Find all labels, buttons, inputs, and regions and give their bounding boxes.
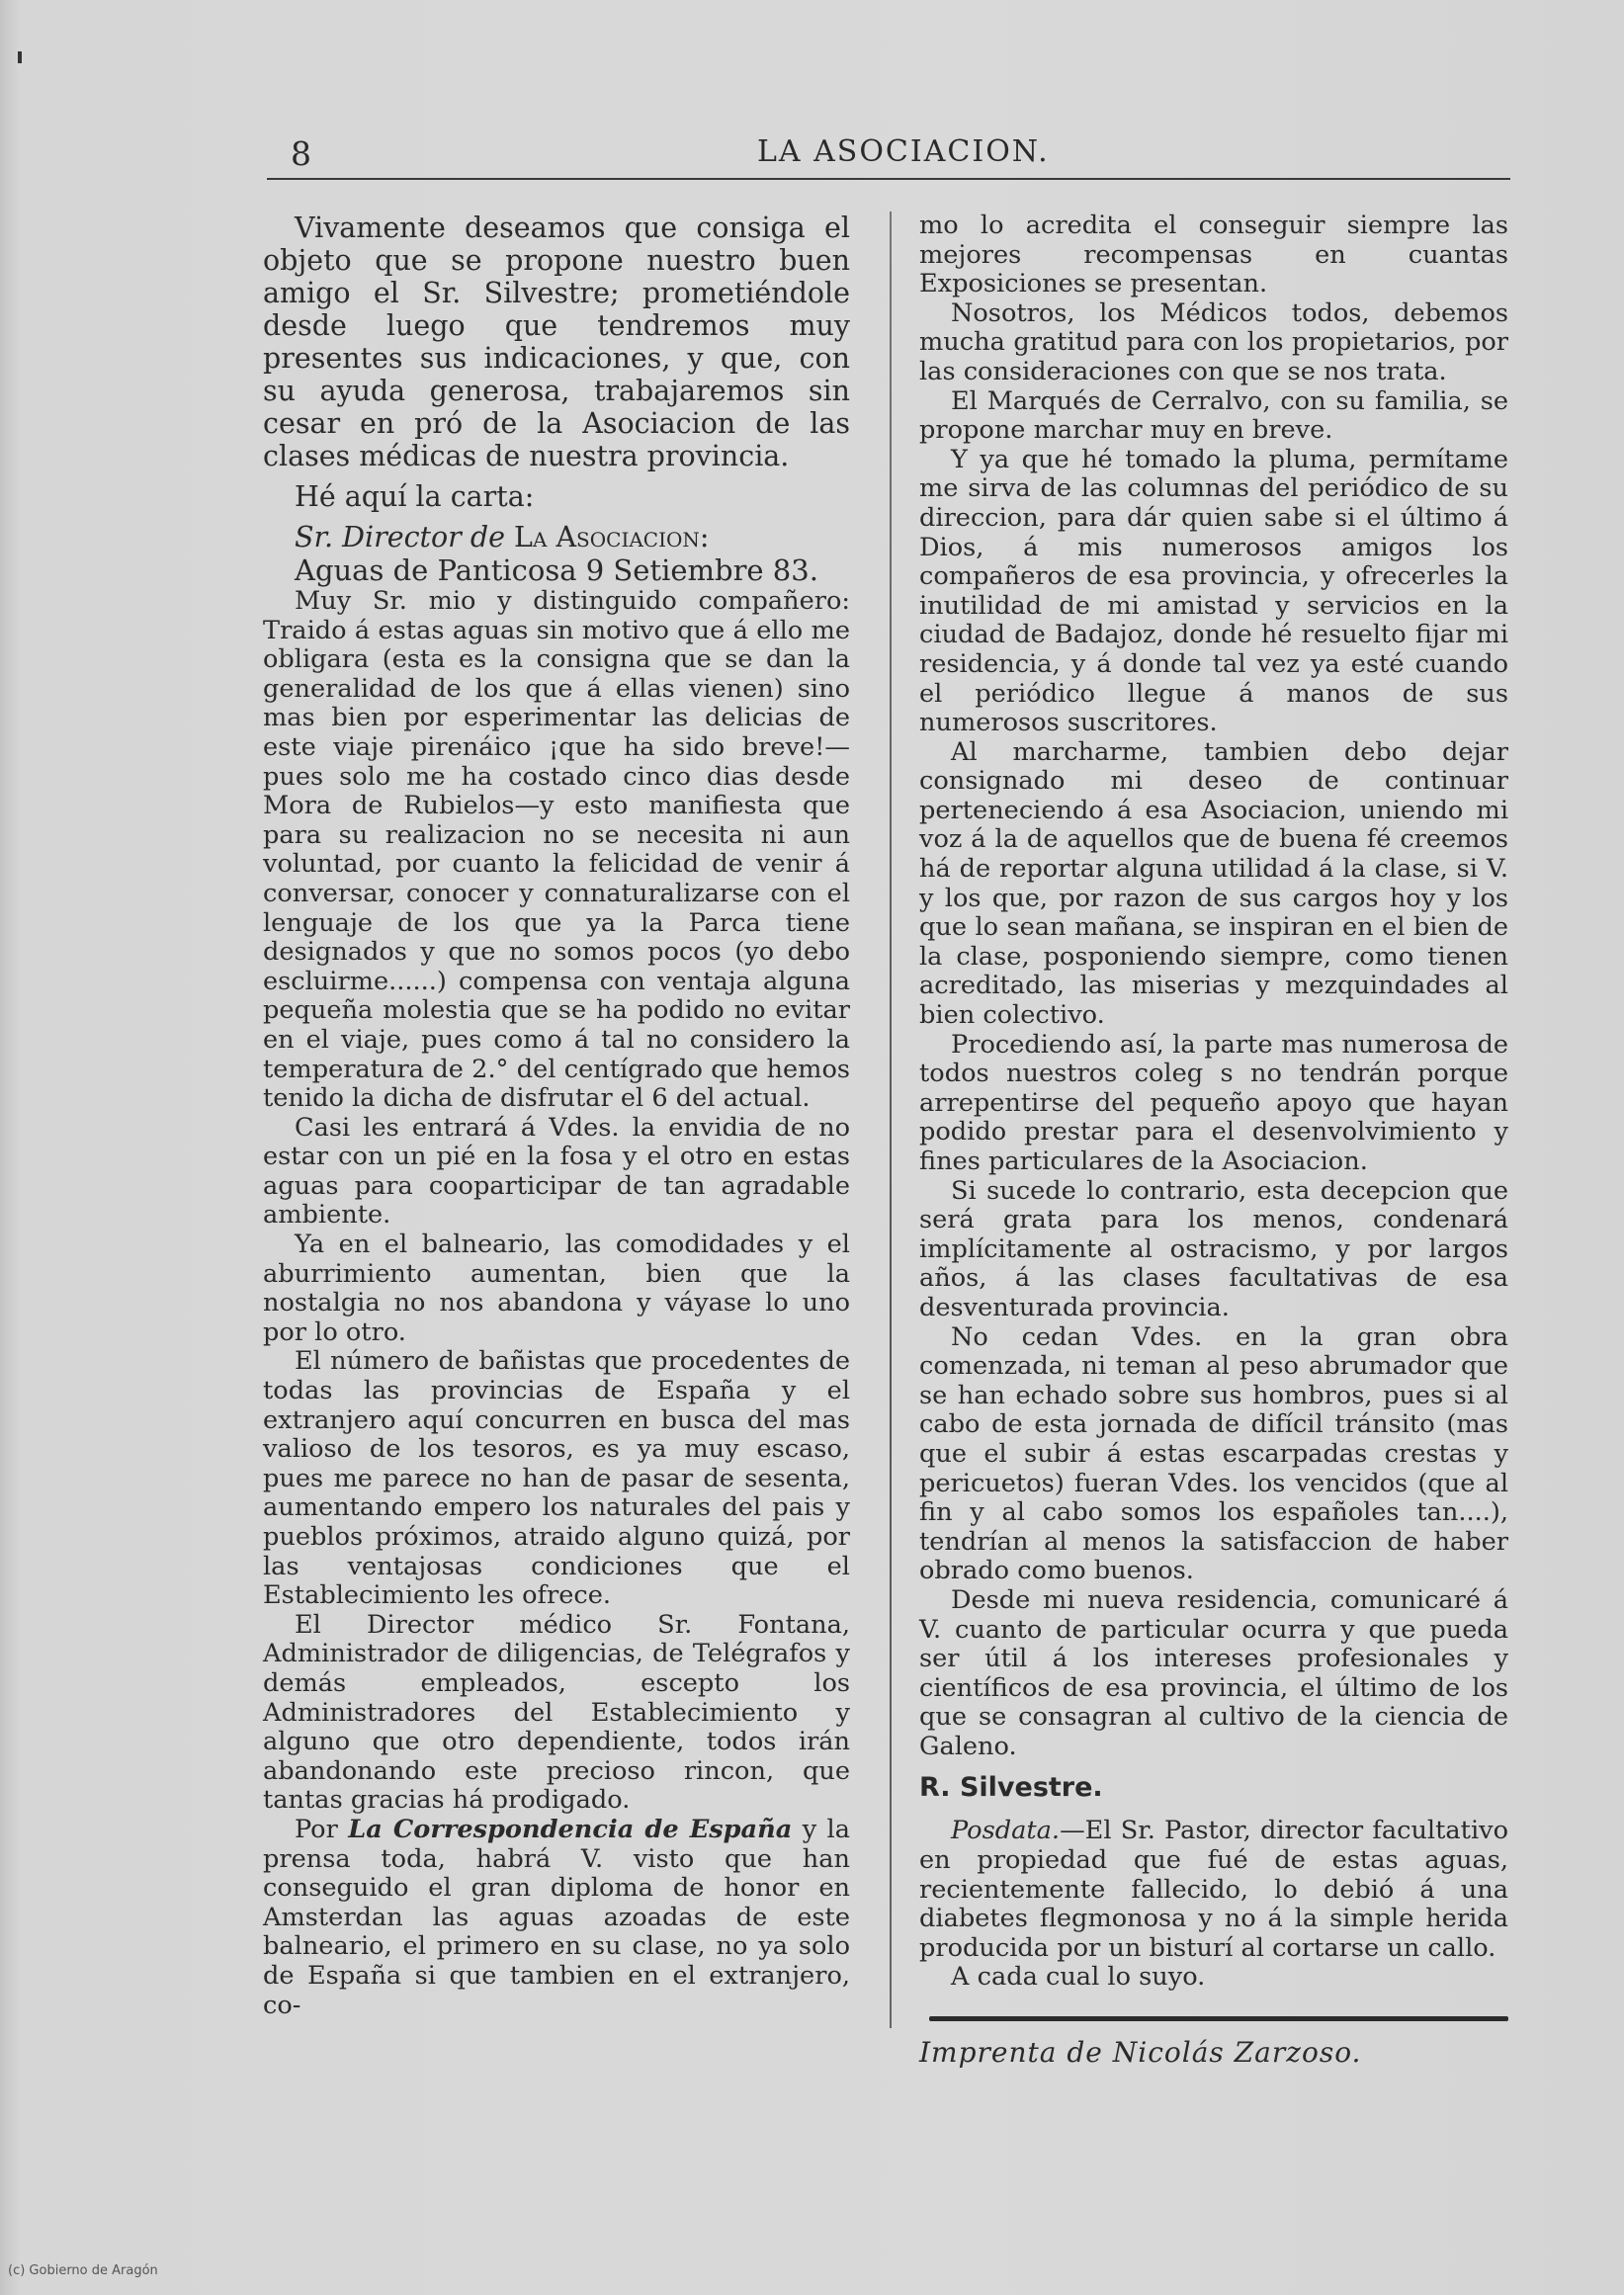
letter-paragraph: Al marcharme, tambien debo dejar consignado mi deseo de continuar perteneciendo á esa Asociacion, uniendo mi voz á la de aquellos que de buena fé creemos há de reportar alguna utilidad á la clase, si V. y los que, por razon de sus cargos hoy y los que lo sean mañana, se inspiran en el bien de la clase, posponiendo siempre, como tienen acreditado, las miserias y mezquindades al bien colectivo. [919,736,1508,1031]
addressee-publication: La Asociacion: [514,521,710,553]
margin-mark [18,51,22,63]
letter-paragraph: Desde mi nueva residencia, comunicaré á V. cuanto de particular ocurra y que pueda ser útil á los intereses profesionales y científicos de esa provincia, el último de los que se consagran al cultivo de la ciencia de Galeno. [919,1584,1508,1761]
paragraph-rest: y la prensa toda, habrá V. visto que han conseguido el gran diploma de honor en Amsterdan las aguas azoadas de este balneario, el primero en su clase, no ya solo de España si que tambien en el extranjero, co- [263,1814,850,2020]
letter-paragraph: Casi les entrará á Vdes. la envidia de no estar con un pié en la fosa y el otro en estas aguas para cooparticipar de tan agradable ambiente. [263,1112,850,1231]
letter-paragraph: Muy Sr. mio y distinguido compañero: Traido á estas aguas sin motivo que á ello me obligara (esta es la consigna que se dan la generalidad de los que á ellas vienen) sino mas bien por esperimentar las delicias de este viaje pirenáico ¡que ha sido breve!—pues solo me ha costado cinco dias desde Mora de Rubielos—y esto manifiesta que para su realizacion no se necesita ni aun voluntad, por cuanto la felicidad de venir á conversar, conocer y connaturalizarse con el lenguaje de los que ya la Parca tiene designados y que no somos pocos (yo debo escluirme......) compensa con ventaja alguna pequeña molestia que se ha podido no evitar en el viaje, pues como á tal no considero la temperatura de 2.° del centígrado que hemos tenido la dicha de disfrutar el 6 del actual. [263,586,850,1114]
letter-paragraph: Nosotros, los Médicos todos, debemos mucha gratitud para con los propietarios, por las consideraciones con que se nos trata. [919,298,1508,386]
postscript-text: —El Sr. Pastor, director facultativo en propiedad que fué de estas aguas, recientemente fallecido, lo debió á una diabetes flegmonosa y no á la simple herida producida por un bisturí al cortarse un callo. [919,1816,1508,1963]
paragraph-start: Por [295,1814,338,1844]
letter-paragraph: El número de bañistas que procedentes de todas las provincias de España y el extranjero aquí concurren en busca del mas valioso de los tesoros, es ya muy escaso, pues me parece no han de pasar de sesenta, aumentando empero los naturales del pais y pueblos próximos, atraido alguno quizá, por las ventajosas condiciones que el Establecimiento les ofrece. [263,1346,850,1611]
letter-place-date: Aguas de Panticosa 9 Setiembre 83. [295,553,818,587]
imprint-line: Imprenta de Nicolás Zarzoso. [919,2036,1362,2070]
postscript-label: Posdata. [951,1816,1061,1846]
letter-paragraph-continued: mo lo acredita el conseguir siempre las mejores recompensas en cuantas Exposiciones se presentan. [919,211,1508,299]
copyright-watermark: (c) Gobierno de Aragón [8,2263,158,2278]
postscript [919,1817,1508,1963]
header-rule [267,178,1510,180]
closing-line: A cada cual lo suyo. [951,1962,1206,1993]
letter-paragraph: El Director médico Sr. Fontana, Administrador de diligencias, de Telégrafos y demás empleados, escepto los Administradores del Establecimiento y alguno que otro dependiente, todos irán abandonando este precioso rincon, que tantas gracias há prodigado. [263,1609,850,1816]
right-column [919,212,1508,2073]
page-header [265,127,1512,174]
letter-paragraph: El Marqués de Cerralvo, con su familia, se propone marchar muy en breve. [919,385,1508,446]
letter-paragraph: No cedan Vdes. en la gran obra comenzada, ni teman al peso abrumador que se han echado sobre sus hombros, pues si al cabo de esta jornada de difícil tránsito (mas que el subir á estas escarpadas crestas y pericuetos) fueran Vdes. los vencidos (que al fin y al cabo somos los españoles tan....), tendrían al menos la satisfaccion de haber obrado como buenos. [919,1321,1508,1586]
letter-paragraph: Si sucede lo contrario, esta decepcion que será grata para los menos, condenará implícitamente al ostracismo, y por largos años, á las clases facultativas de esa desventurada provincia. [919,1175,1508,1322]
letter-paragraph: Ya en el balneario, las comodidades y el aburrimiento aumentan, bien que la nostalgia no nos abandona y váyase lo uno por lo otro. [263,1230,850,1347]
running-title: LA ASOCIACION. [757,134,1050,169]
letter-signature: R. Silvestre. [919,1772,1103,1804]
letter-intro: Hé aquí la carta: [295,480,535,513]
letter-addressee [263,521,850,553]
letter-paragraph: Procediendo así, la parte mas numerosa de todos nuestros coleg s no tendrán porque arrepentirse del pequeño apoyo que hayan podido prestar para el desenvolvimiento y fines particulares de la Asociacion. [919,1029,1508,1176]
addressee-title: Sr. Director de [295,521,505,553]
page-number: 8 [291,134,312,173]
intro-paragraph: Vivamente deseamos que consiga el objeto que se propone nuestro buen amigo el Sr. Silvestre; prometiéndole desde luego que tendremos muy presentes sus indicaciones, y que, con su ayuda generosa, trabajaremos sin cesar en pró de la Asociacion de las clases médicas de nuestra provincia. [263,212,850,472]
letter-paragraph [263,1816,850,2020]
left-column [263,212,850,2020]
letter-paragraph: Y ya que hé tomado la pluma, permítame me sirva de las columnas del periódico de su direccion, para dár quien sabe si el último á Dios, á mis numerosos amigos los compañeros de esa provincia, y ofrecerles la inutilidad de mi amistad y servicios en la ciudad de Badajoz, donde hé resuelto fijar mi residencia, y á donde tal vez ya esté cuando el periódico llegue á manos de sus numerosos suscritores. [919,444,1508,738]
closing-rule [929,2016,1508,2021]
newspaper-title: La Correspondencia de España [348,1814,793,1844]
column-divider [890,212,892,2028]
